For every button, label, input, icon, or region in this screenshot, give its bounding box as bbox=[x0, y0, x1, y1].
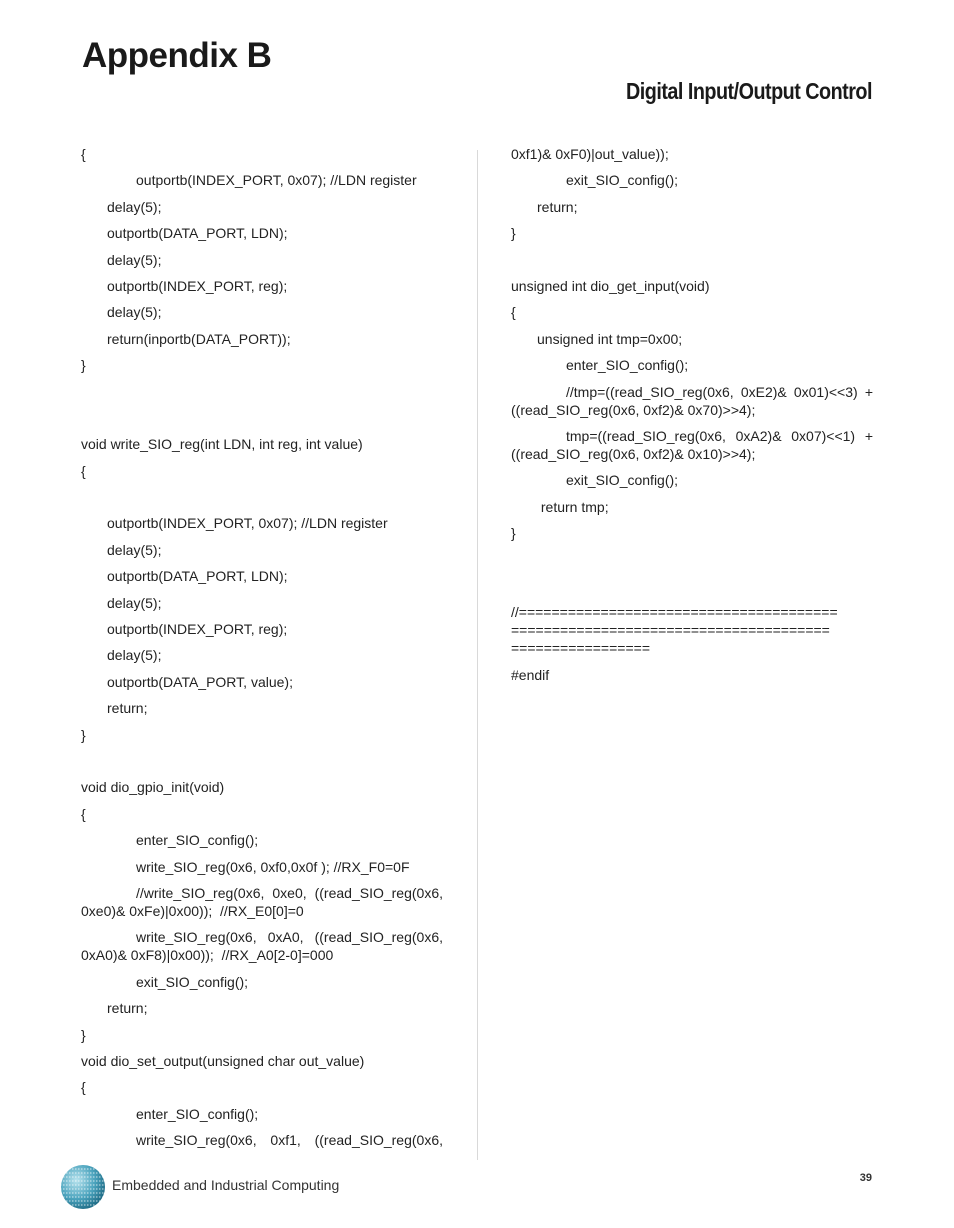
code-line: void dio_gpio_init(void) bbox=[81, 779, 225, 796]
code-line: delay(5); bbox=[107, 198, 162, 215]
code-line: write_SIO_reg(0x6, 0xf0,0x0f ); //RX_F0=0F bbox=[136, 858, 410, 875]
code-line: void dio_set_output(unsigned char out_value) bbox=[81, 1052, 365, 1069]
code-line-text: write_SIO_reg(0x6, 0xA0, ((read_SIO_reg(0x6, bbox=[136, 929, 443, 946]
code-line-text: //======================================= bbox=[511, 604, 838, 621]
code-line: } bbox=[81, 357, 86, 374]
right-code-column bbox=[511, 145, 873, 692]
code-line bbox=[511, 251, 873, 269]
code-line: delay(5); bbox=[107, 251, 162, 268]
code-line-continuation: ((read_SIO_reg(0x6, 0xf2)& 0x10)>>4); bbox=[511, 445, 756, 462]
code-line bbox=[81, 383, 443, 401]
code-line: return; bbox=[537, 198, 578, 215]
code-line: { bbox=[81, 462, 86, 479]
code-line bbox=[81, 409, 443, 427]
code-line: outportb(INDEX_PORT, reg); bbox=[107, 621, 288, 638]
code-line-continuation: ======================================= ================= bbox=[511, 622, 830, 657]
code-line: outportb(DATA_PORT, LDN); bbox=[107, 568, 288, 585]
code-line: } bbox=[81, 1026, 86, 1043]
code-line bbox=[81, 488, 443, 506]
code-line bbox=[511, 577, 873, 595]
code-line: outportb(DATA_PORT, LDN); bbox=[107, 225, 288, 242]
code-line: void write_SIO_reg(int LDN, int reg, int value) bbox=[81, 436, 363, 453]
code-line-wrapped bbox=[511, 603, 873, 657]
code-line: return tmp; bbox=[537, 498, 609, 515]
code-line: { bbox=[81, 1079, 86, 1096]
left-code-column bbox=[81, 145, 443, 1157]
code-line: } bbox=[511, 225, 516, 242]
code-line: exit_SIO_config(); bbox=[136, 973, 249, 990]
code-line: outportb(INDEX_PORT, 0x07); //LDN register bbox=[107, 515, 388, 532]
code-line-text: //write_SIO_reg(0x6, 0xe0, ((read_SIO_reg(0x6, bbox=[136, 884, 443, 901]
code-line: delay(5); bbox=[107, 647, 162, 664]
code-line-wrapped bbox=[511, 383, 873, 419]
code-line: unsigned int dio_get_input(void) bbox=[511, 277, 710, 294]
code-line bbox=[81, 752, 443, 770]
code-line: return; bbox=[107, 1000, 148, 1017]
code-line: exit_SIO_config(); bbox=[566, 472, 679, 489]
code-line-continuation: 0xe0)& 0xFe)|0x00)); //RX_E0[0]=0 bbox=[81, 902, 304, 919]
page-number: 39 bbox=[859, 1172, 872, 1184]
appendix-title: Appendix B bbox=[82, 36, 272, 75]
code-line: { bbox=[81, 805, 86, 822]
code-line: } bbox=[81, 726, 86, 743]
section-title: Digital Input/Output Control bbox=[626, 78, 872, 104]
code-line: write_SIO_reg(0x6, 0xf1, ((read_SIO_reg(0x6, bbox=[136, 1132, 443, 1149]
code-line: { bbox=[81, 146, 86, 162]
code-line: } bbox=[511, 525, 516, 542]
code-line: { bbox=[511, 304, 516, 321]
code-line: 0xf1)& 0xF0)|out_value)); bbox=[511, 146, 669, 162]
code-line bbox=[511, 550, 873, 568]
code-line: enter_SIO_config(); bbox=[136, 832, 259, 849]
code-line: outportb(DATA_PORT, value); bbox=[107, 673, 293, 690]
code-line: #endif bbox=[511, 666, 550, 683]
company-globe-logo-icon bbox=[60, 1164, 106, 1210]
code-line: return; bbox=[107, 700, 148, 717]
code-line-wrapped bbox=[81, 884, 443, 920]
code-line: enter_SIO_config(); bbox=[566, 357, 689, 374]
code-line-wrapped bbox=[511, 427, 873, 463]
code-line: delay(5); bbox=[107, 594, 162, 611]
code-line: delay(5); bbox=[107, 304, 162, 321]
column-divider bbox=[477, 150, 478, 1160]
code-line: enter_SIO_config(); bbox=[136, 1105, 259, 1122]
code-line-wrapped bbox=[81, 928, 443, 964]
code-line-continuation: 0xA0)& 0xF8)|0x00)); //RX_A0[2-0]=000 bbox=[81, 947, 334, 964]
footer-company-name: Embedded and Industrial Computing bbox=[112, 1177, 340, 1193]
code-line: exit_SIO_config(); bbox=[566, 172, 679, 189]
code-line: outportb(INDEX_PORT, reg); bbox=[107, 277, 288, 294]
code-line-text: //tmp=((read_SIO_reg(0x6, 0xE2)& 0x01)<<3) + bbox=[566, 383, 873, 400]
code-line-text: tmp=((read_SIO_reg(0x6, 0xA2)& 0x07)<<1) + bbox=[566, 427, 873, 444]
code-line-continuation: ((read_SIO_reg(0x6, 0xf2)& 0x70)>>4); bbox=[511, 401, 756, 418]
code-line: return(inportb(DATA_PORT)); bbox=[107, 330, 291, 347]
code-line: outportb(INDEX_PORT, 0x07); //LDN register bbox=[136, 172, 417, 189]
code-line: unsigned int tmp=0x00; bbox=[537, 330, 683, 347]
code-line: delay(5); bbox=[107, 541, 162, 558]
